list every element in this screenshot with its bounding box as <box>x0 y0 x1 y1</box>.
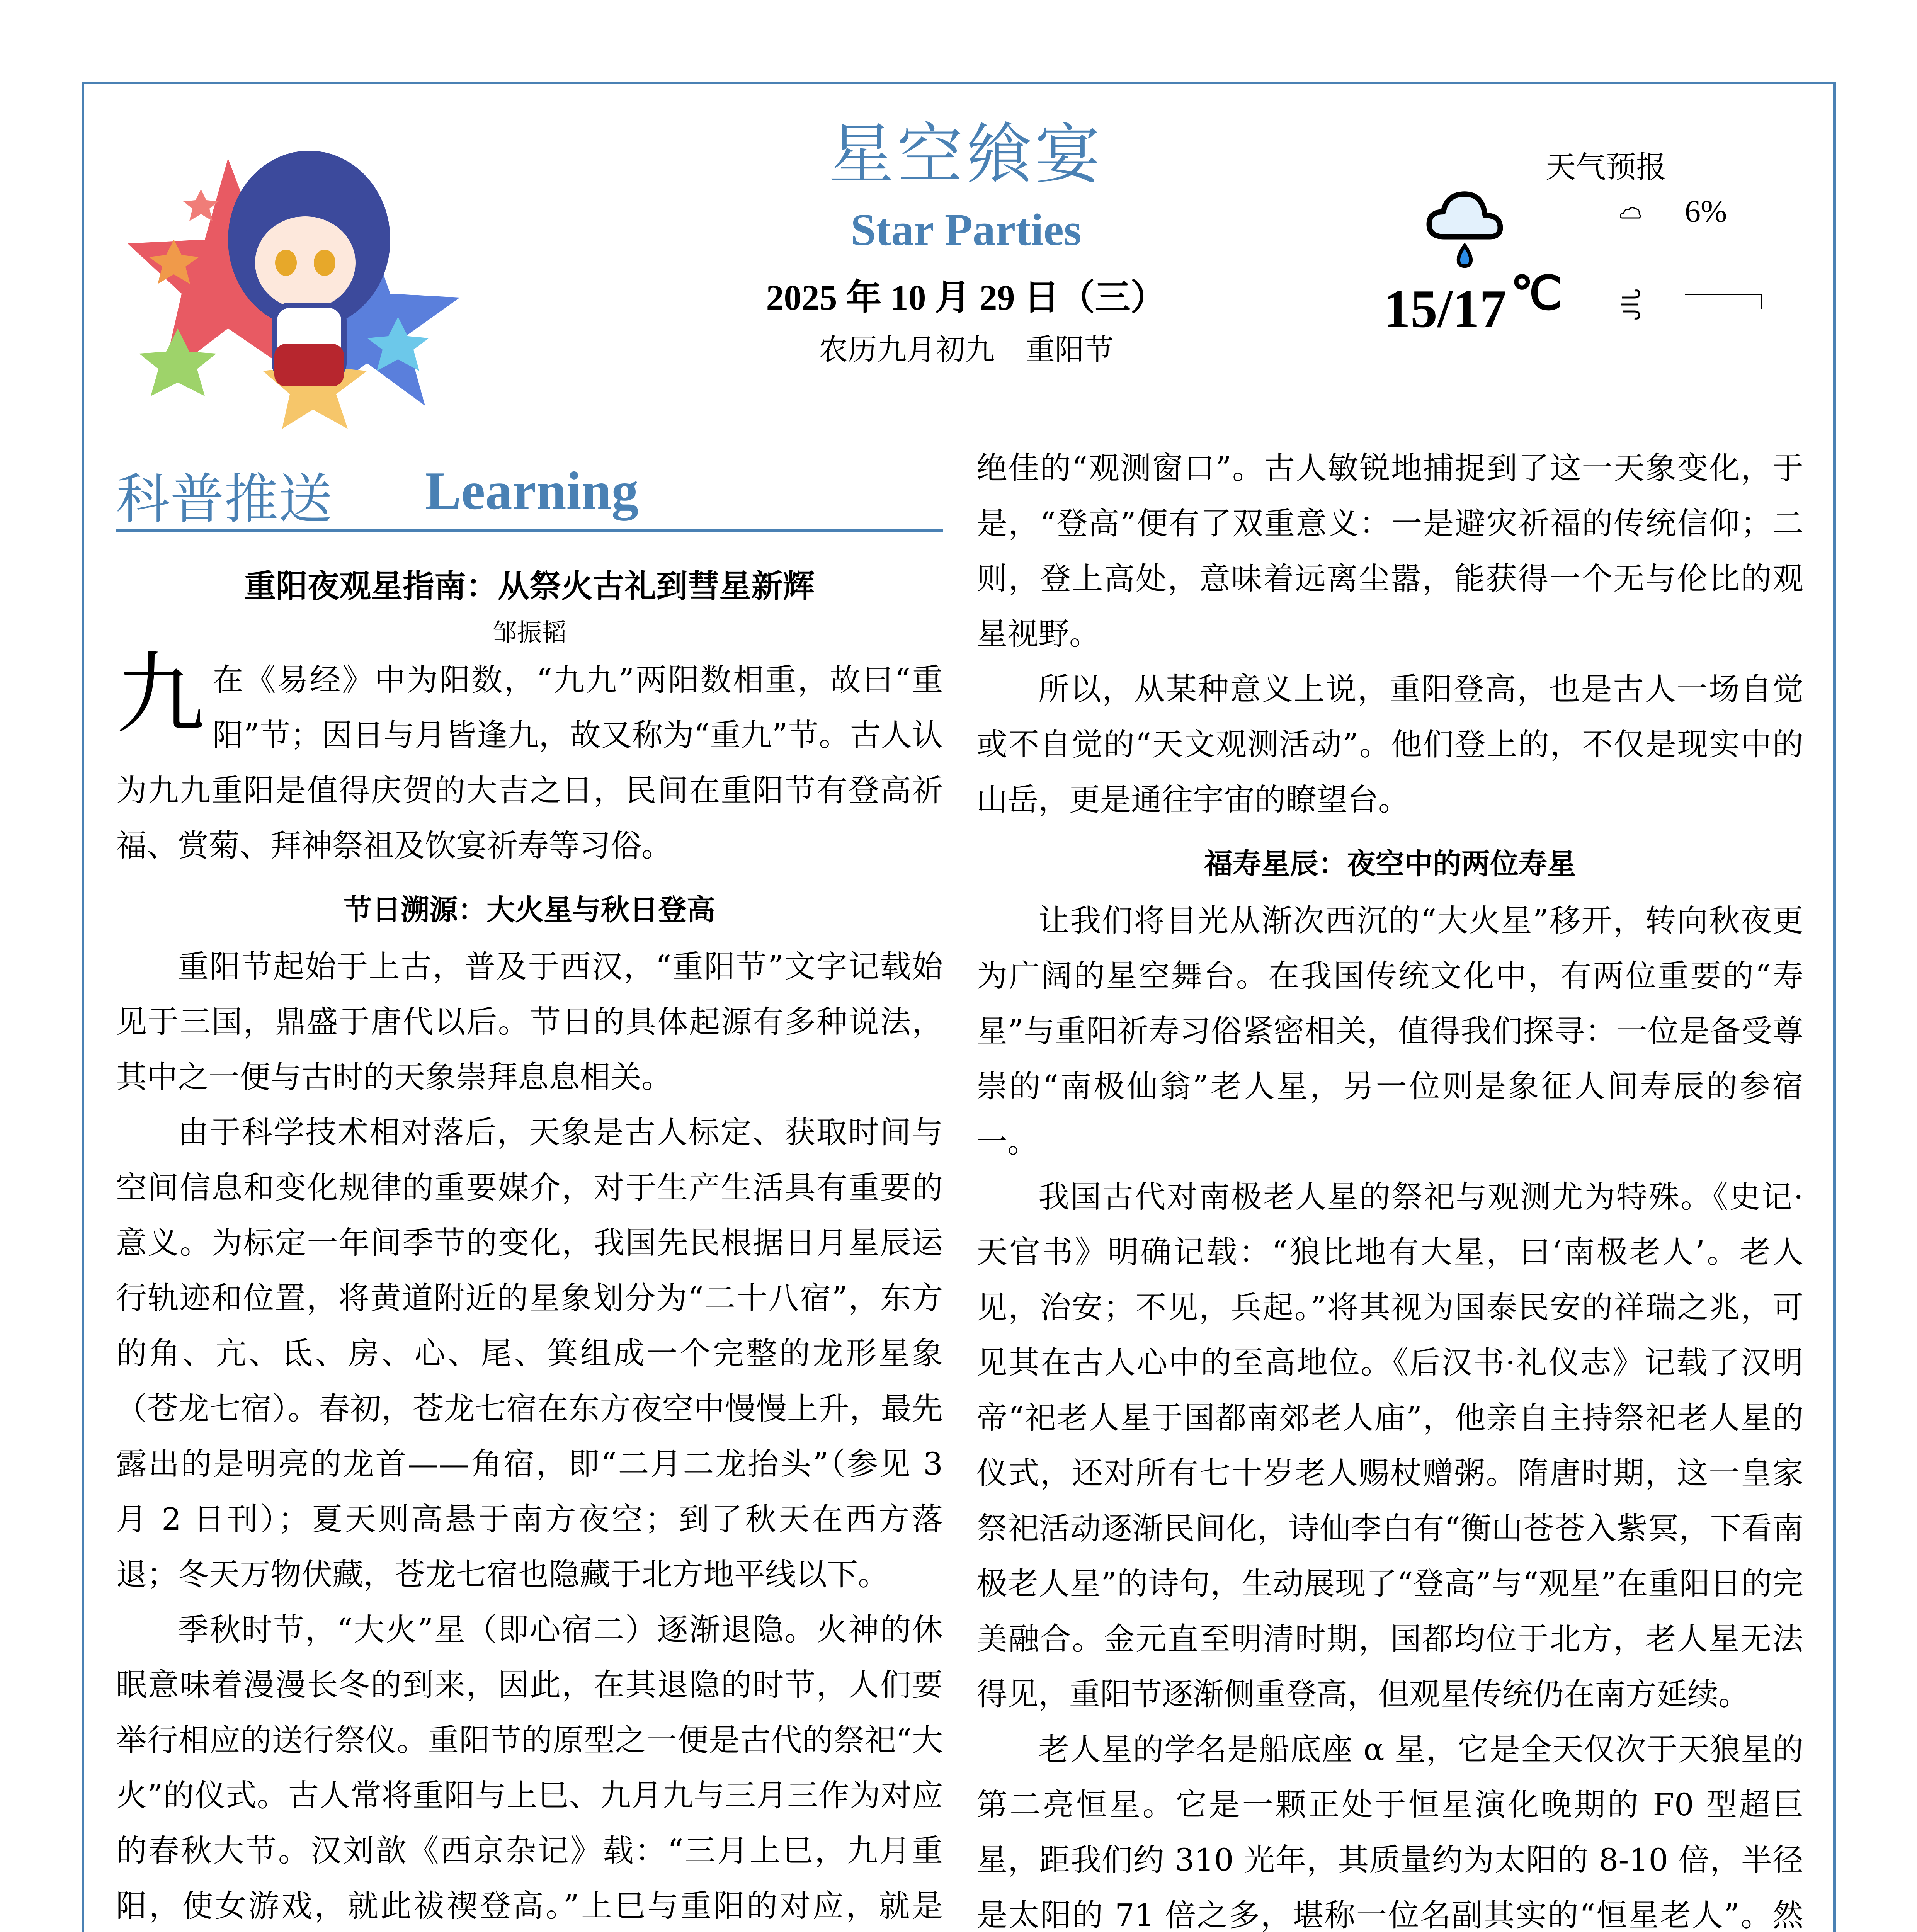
section-label-cn: 科普推送 <box>116 468 333 531</box>
intro-paragraph <box>116 643 943 873</box>
intro-text: 在《易经》中为阳数，“九九”两阳数相重，故曰“重阳”节；因日与月皆逢九，故又称为“重九”节。古人认为九九重阳是值得庆贺的大吉之日，民间在重阳节有登高祈福、赏菊、拜神祭祖及饮宴祈寿等习俗。 <box>116 662 943 864</box>
body-paragraph: 季秋时节，“大火”星（即心宿二）逐渐退隐。火神的休眠意味着漫漫长冬的到来，因此，在其退隐的时节，人们要举行相应的送行祭仪。重阳节的原型之一便是古代的祭祀“大火”的仪式。古人常将重阳与上巳、九月九与三月三作为对应的春秋大节。汉刘歆《西京杂记》载：“三月上巳，九月重阳，使女游戏，就此祓禊登高。”上巳与重阳的对应，就是 <box>116 1612 943 1924</box>
lunar-date: 农历九月初九 <box>818 332 995 367</box>
weather-forecast <box>1383 131 1816 379</box>
section1-heading: 节日溯源：大火星与秋日登高 <box>344 893 715 927</box>
body-paragraph: 由于科学技术相对落后，天象是古人标定、获取时间与空间信息和变化规律的重要媒介，对于生产生活具有重要的意义。为标定一年间季节的变化，我国先民根据日月星辰运行轨迹和位置，将黄道附近的星象划分为“二十八宿”，东方的角、亢、氐、房、心、尾、箕组成一个完整的龙形星象（苍龙七宿）。春初，苍龙七宿在东方夜空中慢慢上升，最先露出的是明亮的龙首——角宿，即“二月二龙抬头”（参见 3 月 2 日刊）；夏天则高悬于南方夜空；到了秋天在西方落退；冬天万物伏藏，苍龙七宿也隐藏于北方地平线以下。 <box>116 1114 943 1592</box>
masthead <box>657 116 1275 371</box>
cloud-cover-value: 6% <box>1685 194 1727 229</box>
body-paragraph: 老人星的学名是船底座 α 星，它是全天仅次于天狼星的第二亮恒星。它是一颗正处于恒星演化晚期的 F0 型超巨星，距我们约 310 光年，其质量约为太阳的 8-10 倍，半径是太阳的 71 倍之多，堪称一位名副其实的“恒星老人”。然 <box>976 1731 1803 1932</box>
body-paragraph: 我国古代对南极老人星的祭祀与观测尤为特殊。《史记·天官书》明确记载：“狼比地有大星，曰‘南极老人’。老人见，治安；不见，兵起。”将其视为国泰民安的祥瑞之兆，可见其在古人心中的至高地位。《后汉书·礼仪志》记载了汉明帝“祀老人星于国都南郊老人庙”，他亲自主持祭祀老人星的仪式，还对所有七十岁老人赐杖赠粥。隋唐时期，这一皇家祭祀活动逐渐民间化，诗仙李白有“衡山苍苍入紫冥，下看南极老人星”的诗句，生动展现了“登高”与“观星”在重阳日的完美融合。金元直至明清时期，国都均位于北方，老人星无法得见，重阳节逐渐侧重登高，但观星传统仍在南方延续。 <box>976 1179 1803 1712</box>
body-paragraph: 绝佳的“观测窗口”。古人敏锐地捕捉到了这一天象变化，于是，“登高”便有了双重意义：一是避灾祈福的传统信仰；二则，登上高处，意味着远离尘嚣，能获得一个无与伦比的观星视野。 <box>976 450 1803 652</box>
wind-indicator <box>1685 294 1762 309</box>
article-author: 邹振韬 <box>492 619 566 647</box>
temperature-value: 15/17 <box>1383 279 1507 339</box>
light-rain-icon <box>1422 182 1511 270</box>
cloud-cover-icon <box>1619 201 1642 224</box>
section2-heading: 福寿星辰：夜空中的两位寿星 <box>1204 847 1576 881</box>
temperature-range <box>1383 268 1563 340</box>
wind-icon <box>1619 286 1642 321</box>
lunar-date-line <box>657 328 1275 371</box>
section-header <box>116 440 943 529</box>
section-label-en: Learning <box>425 461 639 521</box>
body-paragraph: 重阳节起始于上古，普及于西汉，“重阳节”文字记载始见于三国，鼎盛于唐代以后。节日的具体起源有多种说法，其中之一便与古时的天象崇拜息息相关。 <box>116 949 943 1095</box>
drop-cap: 九 <box>116 643 205 746</box>
newsletter-subtitle: Star Parties <box>850 204 1082 255</box>
article-title: 重阳夜观星指南：从祭火古礼到彗星新辉 <box>244 568 815 605</box>
face-shape <box>255 216 356 309</box>
issue-date: 2025 年 10 月 29 日（三） <box>766 278 1166 317</box>
newsletter-title: 星空飨宴 <box>828 116 1104 193</box>
mascot-illustration <box>128 112 468 429</box>
festival-name: 重阳节 <box>1026 332 1114 367</box>
weather-title: 天气预报 <box>1546 150 1667 185</box>
body-paragraph: 所以，从某种意义上说，重阳登高，也是古人一场自觉或不自觉的“天文观测活动”。他们登上的，不仅是现实中的山岳，更是通往宇宙的瞭望台。 <box>976 671 1803 818</box>
body-paragraph: 让我们将目光从渐次西沉的“大火星”移开，转向秋夜更为广阔的星空舞台。在我国传统文化中，有两位重要的“寿星”与重阳祈寿习俗紧密相关，值得我们探寻：一位是备受尊崇的“南极仙翁”老人星，另一位则是象征人间寿辰的参宿一。 <box>976 903 1803 1160</box>
right-column <box>976 440 1803 1932</box>
left-column <box>116 440 943 1932</box>
temperature-unit: ℃ <box>1510 268 1563 319</box>
